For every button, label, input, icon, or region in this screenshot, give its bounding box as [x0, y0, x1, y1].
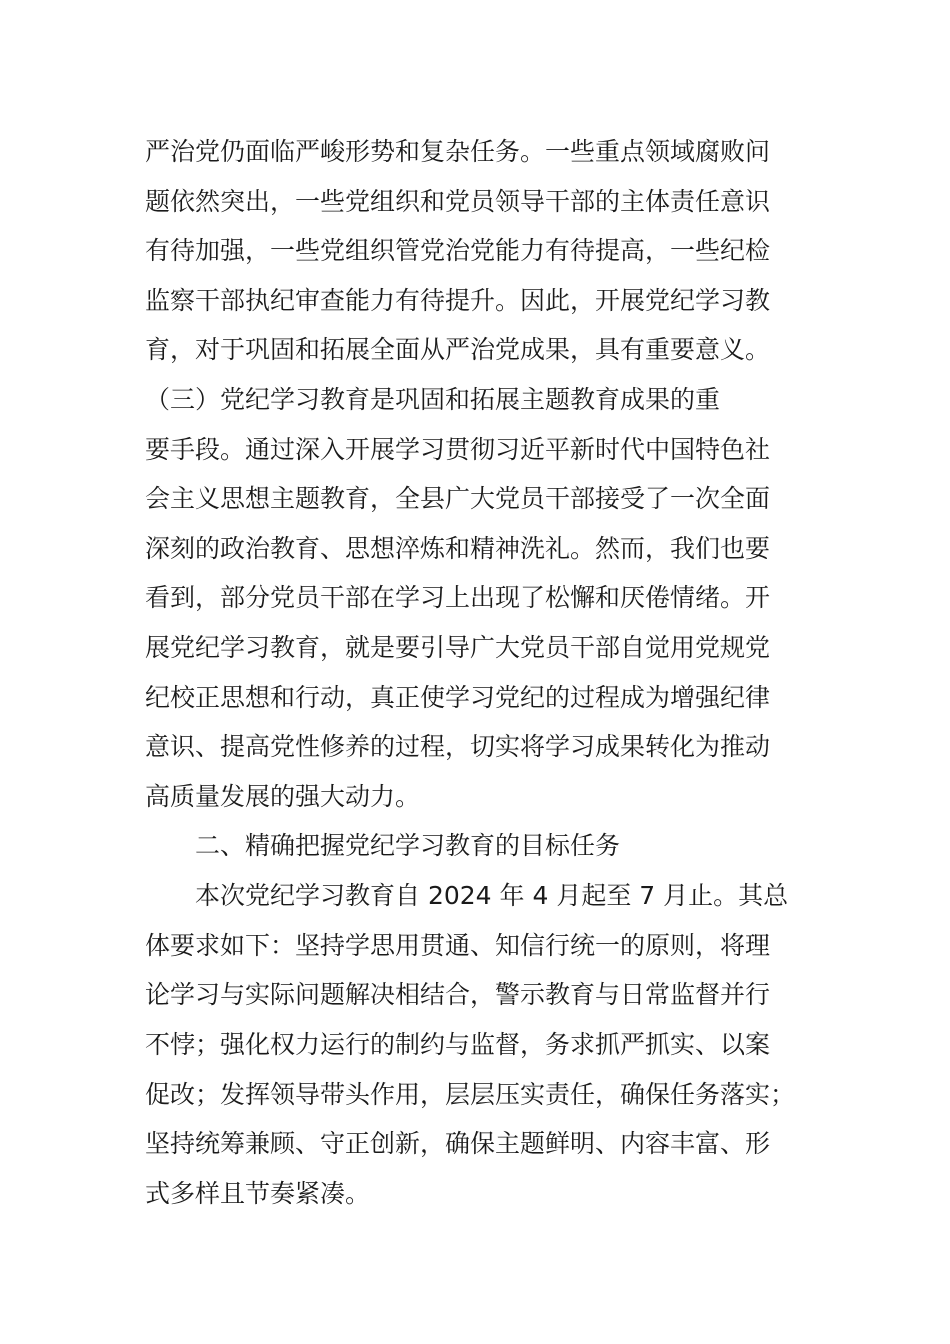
text-line: 纪校正思想和行动，真正使学习党纪的过程成为增强纪律 [145, 683, 771, 712]
text-line: 看到，部分党员干部在学习上出现了松懈和厌倦情绪。开 [145, 583, 771, 612]
text-line: 论学习与实际问题解决相结合，警示教育与日常监督并行 [145, 980, 771, 1009]
text-line: 严治党仍面临严峻形势和复杂任务。一些重点领域腐败问 [145, 137, 771, 166]
text-line: 要手段。通过深入开展学习贯彻习近平新时代中国特色社 [145, 435, 771, 464]
text-line: 深刻的政治教育、思想淬炼和精神洗礼。然而，我们也要 [145, 534, 771, 563]
text-line: 坚持统筹兼顾、守正创新，确保主题鲜明、内容丰富、形 [145, 1129, 771, 1158]
text-line: 展党纪学习教育，就是要引导广大党员干部自觉用党规党 [145, 633, 771, 662]
text-line: 式多样且节奏紧凑。 [145, 1179, 371, 1208]
text-line: 意识、提高党性修养的过程，切实将学习成果转化为推动 [145, 732, 771, 761]
text-line: 高质量发展的强大动力。 [145, 782, 421, 811]
text-line: 会主义思想主题教育，全县广大党员干部接受了一次全面 [145, 484, 771, 513]
text-line: 育，对于巩固和拓展全面从严治党成果，具有重要意义。 [145, 335, 771, 364]
text-line: （三）党纪学习教育是巩固和拓展主题教育成果的重 [145, 385, 721, 414]
text-line: 有待加强，一些党组织管党治党能力有待提高，一些纪检 [145, 236, 771, 265]
text-line: 题依然突出，一些党组织和党员领导干部的主体责任意识 [145, 187, 771, 216]
text-line: 促改；发挥领导带头作用，层层压实责任，确保任务落实； [145, 1080, 796, 1109]
text-line: 监察干部执纪审查能力有待提升。因此，开展党纪学习教 [145, 286, 771, 315]
section-heading: 二、精确把握党纪学习教育的目标任务 [195, 831, 621, 860]
text-line: 不悖；强化权力运行的制约与监督，务求抓严抓实、以案 [145, 1030, 771, 1059]
text-line: 体要求如下：坚持学思用贯通、知信行统一的原则，将理 [145, 931, 771, 960]
text-line: 本次党纪学习教育自 2024 年 4 月起至 7 月止。其总 [195, 881, 789, 910]
